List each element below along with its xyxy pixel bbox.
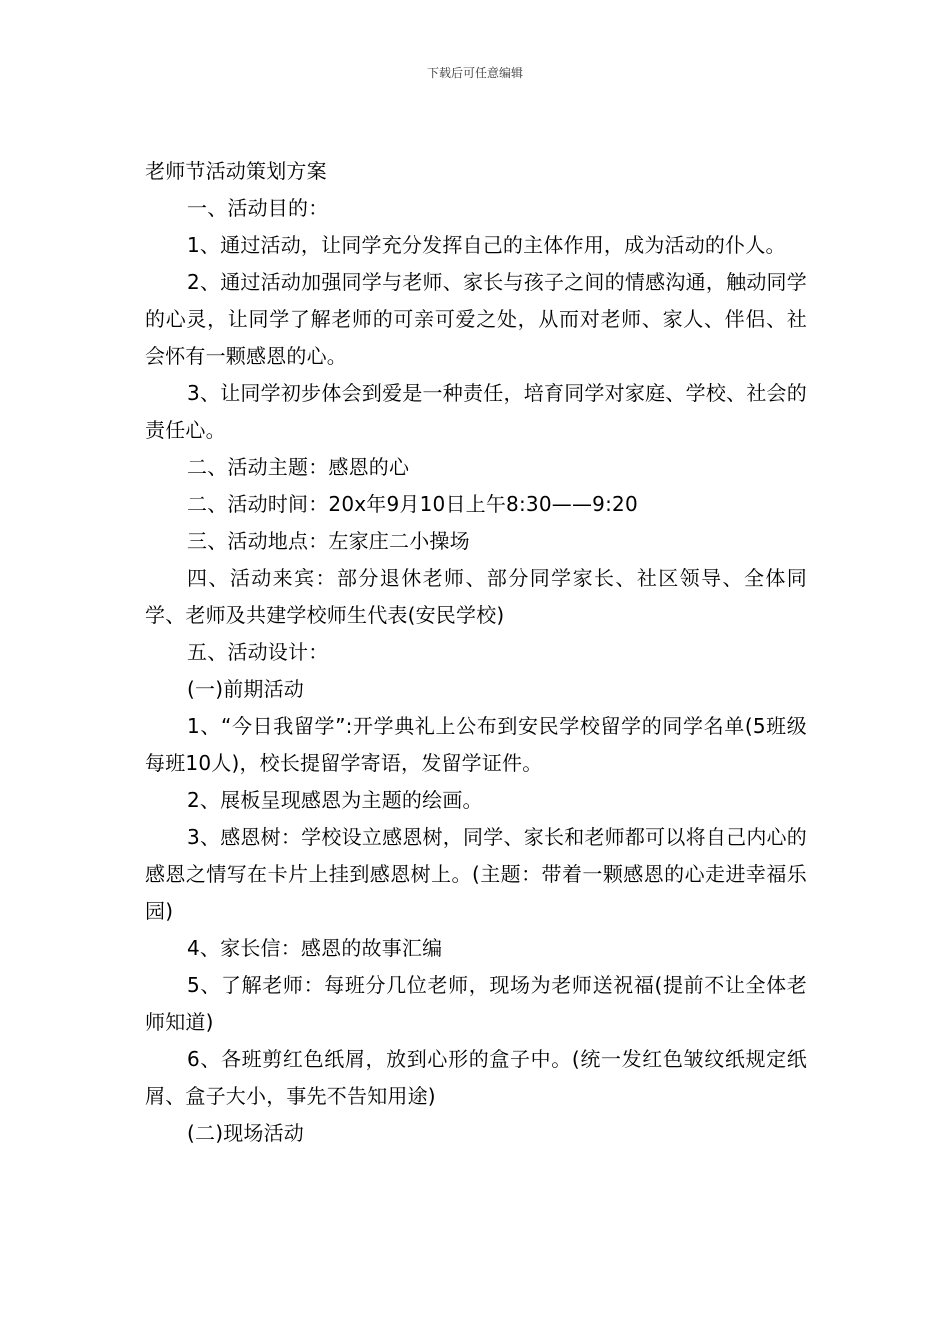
section-heading-guests: 四、活动来宾：部分退休老师、部分同学家长、社区领导、全体同学、老师及共建学校师生代表(安民学校): [145, 566, 807, 627]
paragraph: 5、了解老师：每班分几位老师，现场为老师送祝福(提前不让全体老师知道): [145, 973, 807, 1034]
section-heading-location: 三、活动地点：左家庄二小操场: [187, 529, 470, 553]
page-header-note: 下载后可任意编辑: [426, 66, 523, 80]
paragraph: 4、家长信：感恩的故事汇编: [187, 936, 443, 960]
document-body: [145, 153, 807, 1152]
paragraph: 1、通过活动，让同学充分发挥自己的主体作用，成为活动的仆人。: [187, 233, 786, 257]
section-heading-design: 五、活动设计：: [187, 640, 329, 664]
subsection-heading-onsite: (二)现场活动: [187, 1121, 305, 1145]
section-heading-time: 二、活动时间：20x年9月10日上午8:30——9:20: [187, 492, 638, 516]
document-title: 老师节活动策划方案: [145, 159, 327, 183]
section-heading-purpose: 一、活动目的：: [187, 196, 329, 220]
paragraph: 1、“今日我留学”:开学典礼上公布到安民学校留学的同学名单(5班级每班10人)，校长提留学寄语，发留学证件。: [145, 714, 807, 775]
paragraph: 2、展板呈现感恩为主题的绘画。: [187, 788, 483, 812]
paragraph: 2、通过活动加强同学与老师、家长与孩子之间的情感沟通，触动同学的心灵，让同学了解老师的可亲可爱之处，从而对老师、家人、伴侣、社会怀有一颗感恩的心。: [145, 270, 807, 368]
section-heading-theme: 二、活动主题：感恩的心: [187, 455, 410, 479]
paragraph: 3、让同学初步体会到爱是一种责任，培育同学对家庭、学校、社会的责任心。: [145, 381, 807, 442]
subsection-heading-preliminary: (一)前期活动: [187, 677, 305, 701]
paragraph: 3、感恩树：学校设立感恩树，同学、家长和老师都可以将自己内心的感恩之情写在卡片上挂到感恩树上。(主题：带着一颗感恩的心走进幸福乐园): [145, 825, 807, 923]
paragraph: 6、各班剪红色纸屑，放到心形的盒子中。(统一发红色皱纹纸规定纸屑、盒子大小，事先不告知用途): [145, 1047, 807, 1108]
